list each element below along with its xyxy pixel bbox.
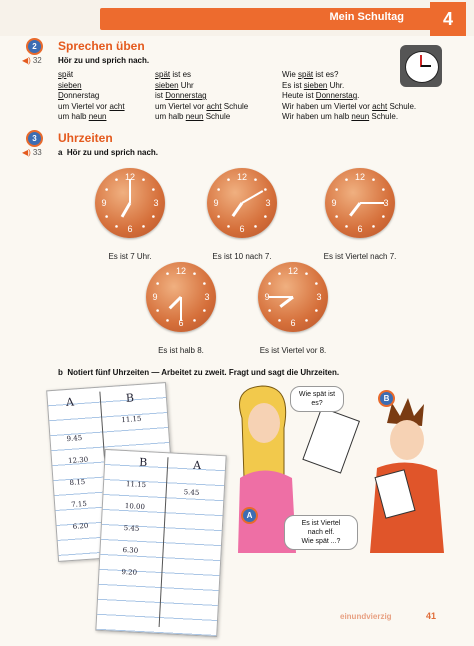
- clock-tick: [254, 178, 257, 181]
- clock-tick: [264, 188, 267, 191]
- clock-tick: [264, 215, 267, 218]
- clock-tick: [254, 225, 257, 228]
- clock-numeral: 12: [175, 266, 187, 276]
- clock-numeral: 6: [239, 224, 245, 234]
- chapter-title: Mein Schultag: [329, 11, 404, 23]
- clock-tick: [115, 225, 118, 228]
- clock-face: [207, 168, 277, 238]
- clock-numeral: 3: [153, 198, 159, 208]
- clock-tick: [227, 178, 230, 181]
- clock-tick: [142, 178, 145, 181]
- clock-tick: [227, 225, 230, 228]
- clock-tick: [335, 215, 338, 218]
- section-2-title: Sprechen üben: [58, 39, 145, 53]
- clock-numeral: 9: [152, 292, 158, 302]
- clock-tick: [305, 272, 308, 275]
- speech-bubble-answer: Es ist Viertel nach elf. Wie spät ...?: [284, 515, 358, 550]
- clock-numeral: 12: [354, 172, 366, 182]
- clock-face: [325, 168, 395, 238]
- card-back-list-b: 11.15: [121, 414, 142, 425]
- clock-numeral: 12: [124, 172, 136, 182]
- clock-face: [258, 262, 328, 332]
- section-2-instruction: Hör zu und sprich nach.: [58, 56, 150, 65]
- word-list-1: spät sieben Donnerstag um Viertel vor acht um halb neun: [58, 70, 125, 121]
- clock-tick: [382, 215, 385, 218]
- hour-hand: [350, 203, 360, 216]
- clock-numeral: 12: [287, 266, 299, 276]
- clock-numeral: 9: [101, 198, 107, 208]
- clock-numeral: 12: [236, 172, 248, 182]
- audio-track-33[interactable]: ◀) 33: [22, 148, 42, 157]
- card-front-list-b: 11.15 10.00 5.45 6.30 9.20: [121, 480, 147, 577]
- word-list-3: Wie spät ist es? Es ist sieben Uhr. Heute ist Donnerstag. Wir haben um Viertel vor acht Schule. Wir haben um halb neun Schule.: [282, 70, 417, 121]
- clock-tick: [315, 282, 318, 285]
- clock-tick: [105, 188, 108, 191]
- clock-tick: [156, 282, 159, 285]
- clock-numeral: 3: [383, 198, 389, 208]
- clock-face: [95, 168, 165, 238]
- card-col-a-head: A: [65, 395, 75, 410]
- clock-tick: [372, 178, 375, 181]
- clock-numeral: 9: [264, 292, 270, 302]
- minute-hand: [242, 191, 263, 203]
- card-col-b-head: B: [125, 391, 135, 405]
- hour-hand: [122, 203, 130, 217]
- hour-hand: [170, 297, 181, 308]
- clock-caption: Es ist Viertel nach 7.: [323, 252, 397, 261]
- clock-tick: [278, 272, 281, 275]
- clock-tick: [278, 319, 281, 322]
- clock-tick: [156, 309, 159, 312]
- chapter-number: 4: [430, 2, 466, 36]
- notecard-front: [95, 449, 226, 637]
- speaker-b-label: B: [378, 390, 395, 407]
- clock-tick: [203, 309, 206, 312]
- speaker-a-label: A: [241, 507, 258, 524]
- hour-hand: [280, 297, 293, 307]
- clock-tick: [105, 215, 108, 218]
- clock-tick: [268, 282, 271, 285]
- clock-numeral: 6: [127, 224, 133, 234]
- clock-tick: [372, 225, 375, 228]
- clock-caption: Es ist halb 8.: [158, 346, 204, 355]
- clock-tick: [203, 282, 206, 285]
- card-front-list-a: 5.45: [183, 488, 200, 497]
- clock-tick: [335, 188, 338, 191]
- clock-tick: [166, 319, 169, 322]
- clock-tick: [152, 215, 155, 218]
- clock-numeral: 9: [331, 198, 337, 208]
- speech-bubble-question: Wie spät ist es?: [290, 386, 344, 412]
- clock-numeral: 6: [357, 224, 363, 234]
- clock-tick: [315, 309, 318, 312]
- clock-numeral: 6: [178, 318, 184, 328]
- speaker-icon: ◀): [22, 56, 31, 65]
- clock-numeral: 3: [204, 292, 210, 302]
- clock-face: [146, 262, 216, 332]
- clock-tick: [345, 178, 348, 181]
- card-divider: [159, 457, 169, 627]
- hour-hand: [233, 203, 242, 216]
- clock-numeral: 9: [213, 198, 219, 208]
- clock-tick: [217, 215, 220, 218]
- card-col-b-head: B: [138, 455, 148, 470]
- clock-tick: [166, 272, 169, 275]
- clock-tick: [217, 188, 220, 191]
- page-number-word: einundvierzig: [340, 612, 392, 621]
- clock-tick: [345, 225, 348, 228]
- word-list-2: spät ist es sieben Uhr ist Donnerstag um Viertel vor acht Schule um halb neun Schule: [155, 70, 249, 121]
- section-2-number: 2: [26, 38, 43, 55]
- section-3-title: Uhrzeiten: [58, 131, 113, 145]
- clock-caption: Es ist Viertel vor 8.: [259, 346, 327, 355]
- clock-caption: Es ist 7 Uhr.: [108, 252, 152, 261]
- clock-tick: [152, 188, 155, 191]
- clock-tick: [142, 225, 145, 228]
- section-3-instruction-b: b Notiert fünf Uhrzeiten — Arbeitet zu zweit. Fragt und sagt die Uhrzeiten.: [58, 368, 340, 377]
- clock-tick: [115, 178, 118, 181]
- card-col-a-head: A: [192, 458, 202, 472]
- clock-tick: [193, 272, 196, 275]
- section-3-instruction-a: a Hör zu und sprich nach.: [58, 148, 159, 157]
- clock-tick: [305, 319, 308, 322]
- speaker-icon: ◀): [22, 148, 31, 157]
- page-number: 41: [426, 611, 437, 621]
- clock-caption: Es ist 10 nach 7.: [212, 252, 272, 261]
- clock-numeral: 3: [316, 292, 322, 302]
- card-back-list-a: 9.45 12.30 8.15 7.15 6.20: [66, 434, 89, 531]
- audio-track-32[interactable]: ◀) 32: [22, 56, 42, 65]
- clock-tick: [268, 309, 271, 312]
- alarm-clock-icon: [400, 45, 442, 87]
- clock-tick: [382, 188, 385, 191]
- clock-tick: [193, 319, 196, 322]
- clock-numeral: 3: [265, 198, 271, 208]
- clock-numeral: 6: [290, 318, 296, 328]
- section-3-number: 3: [26, 130, 43, 147]
